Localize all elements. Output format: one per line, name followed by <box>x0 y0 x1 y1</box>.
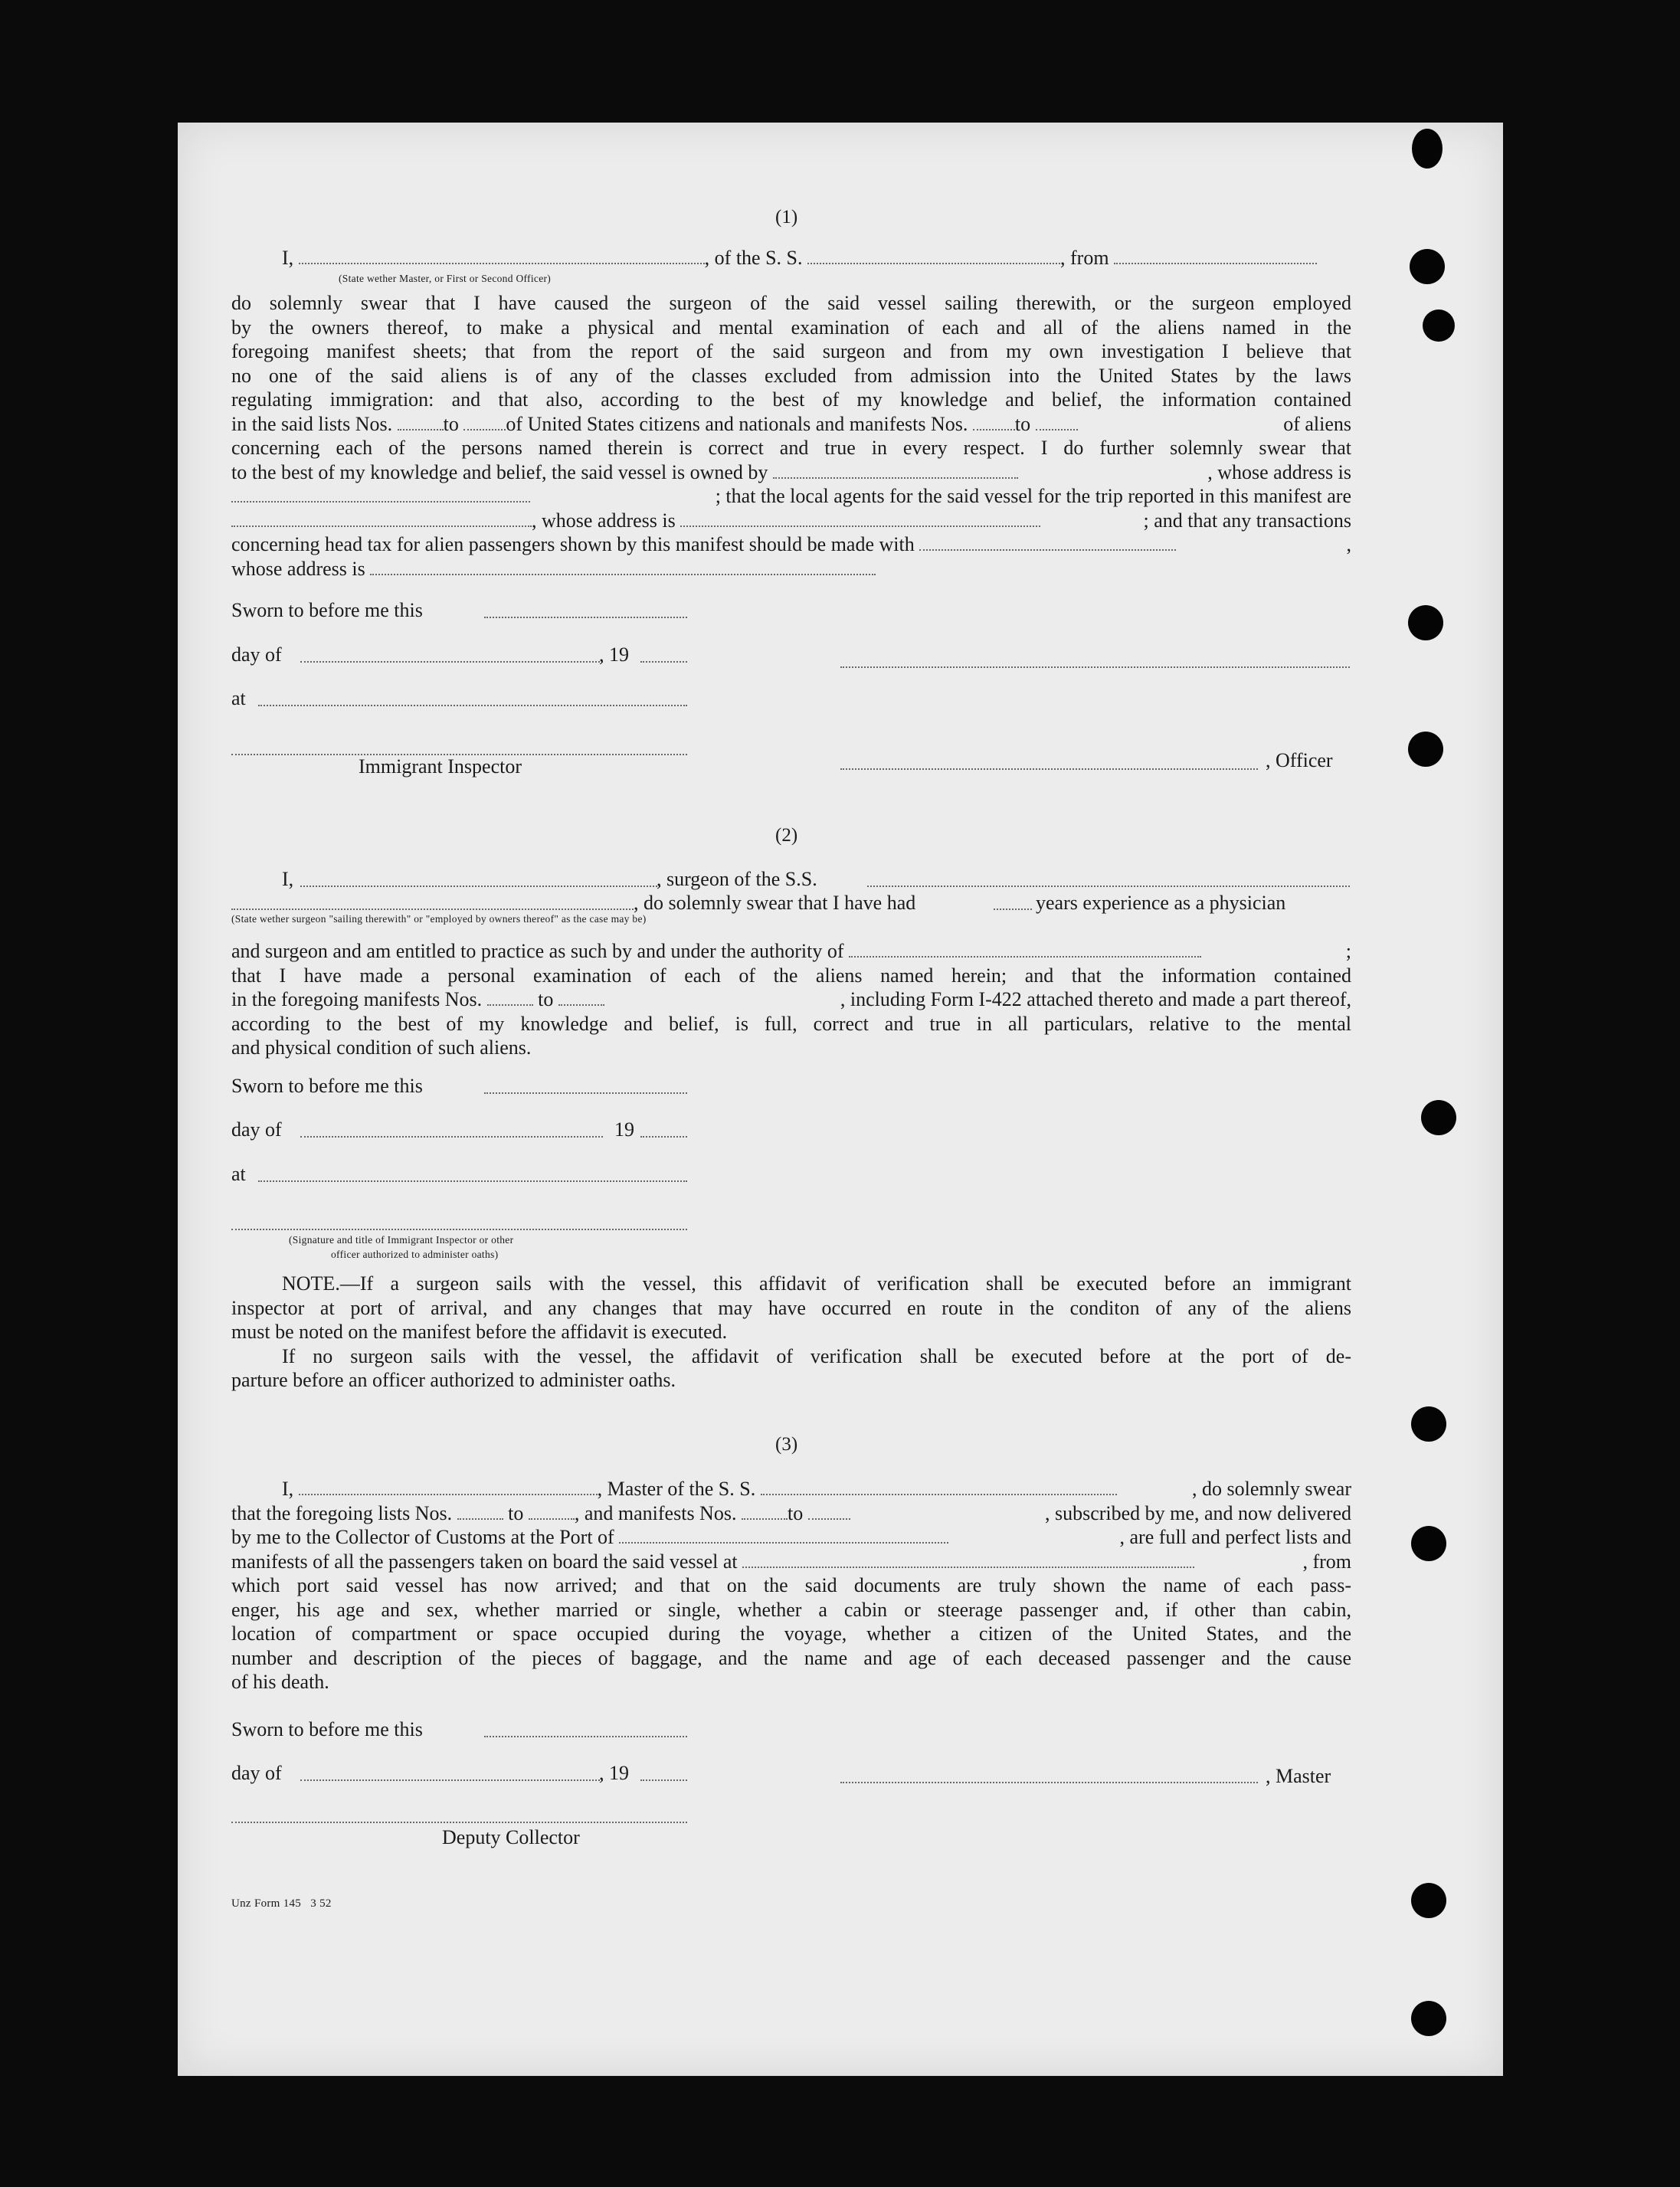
text: whose address is <box>231 557 365 580</box>
blank-field <box>742 1515 788 1520</box>
text: to <box>787 1501 804 1524</box>
binder-hole <box>1408 605 1443 640</box>
text: ; and that any transactions <box>1143 509 1351 532</box>
text-line <box>231 509 1351 533</box>
text: , Master of the S. S. <box>597 1478 756 1500</box>
text-line <box>231 1477 1351 1501</box>
blank-field <box>484 1736 687 1737</box>
blank-field <box>487 1001 533 1006</box>
text-line: must be noted on the manifest before the affidavit is executed. <box>231 1321 728 1343</box>
year-label: 19 <box>614 1118 634 1141</box>
text: to <box>1014 412 1031 435</box>
oath-paragraph <box>231 939 1351 1060</box>
binder-hole <box>1421 1100 1456 1135</box>
text-line: of his death. <box>231 1671 329 1693</box>
sworn-label: Sworn to before me this <box>231 1075 423 1097</box>
blank-field <box>558 1001 604 1006</box>
binder-hole <box>1411 2001 1446 2036</box>
text: I, <box>282 247 294 269</box>
text-line: inspector at port of arrival, and any changes that may have occurred en route in the conditon of any of the aliens <box>231 1296 1351 1319</box>
text: , of the S. S. <box>704 247 803 269</box>
oath-paragraph <box>231 1477 1351 1694</box>
blank-field <box>1036 426 1078 431</box>
binder-hole <box>1423 309 1455 342</box>
document-page <box>178 123 1503 2076</box>
blank-field <box>640 1136 687 1138</box>
text-line: do solemnly swear that I have caused the surgeon of the said vessel sailing therewith, or the surgeon employed <box>231 292 1351 314</box>
text-line <box>231 1525 1351 1550</box>
blank-field <box>258 1180 687 1182</box>
blank-field <box>529 1515 575 1520</box>
blank-field <box>299 1491 598 1495</box>
text-line: no one of the said aliens is of any of the classes excluded from admission into the United States by the laws <box>231 364 1351 387</box>
text: of aliens <box>1283 412 1351 435</box>
section-number: (3) <box>775 1434 798 1455</box>
text: manifests of all the passengers taken on board the said vessel at <box>231 1550 738 1573</box>
text-line: according to the best of my knowledge and belief, is full, correct and true in all particulars, relative to the mental <box>231 1012 1351 1035</box>
field-note: (State wether surgeon "sailing therewith" or "employed by owners thereof" as the case may be) <box>231 913 647 925</box>
blank-field <box>973 426 1015 431</box>
text: and surgeon and am entitled to practice as such by and under the authority of <box>231 940 844 962</box>
form-number: Unz Form 145 3 52 <box>231 1897 332 1910</box>
text-line <box>231 557 1351 581</box>
text: , subscribed by me, and now delivered <box>1044 1501 1351 1524</box>
blank-field <box>231 498 530 503</box>
at-label: at <box>231 1163 246 1185</box>
day-of-label: day of <box>231 643 282 666</box>
text: , from <box>1060 247 1109 269</box>
binder-hole <box>1411 1406 1446 1442</box>
collector-label: Deputy Collector <box>442 1826 580 1848</box>
blank-field <box>370 571 876 575</box>
text-line: foregoing manifest sheets; that from the report of the said surgeon and from my own investigation I believe that <box>231 340 1351 362</box>
text: , <box>1346 533 1351 555</box>
year-label: , 19 <box>599 643 629 666</box>
text-line: enger, his age and sex, whether married or single, whether a cabin or steerage passenger and, if other than cabin, <box>231 1598 1351 1621</box>
blank-field <box>231 522 532 527</box>
text-line: that I have made a personal examination of each of the aliens named herein; and that the information contained <box>231 964 1351 987</box>
blank-field <box>619 1539 948 1544</box>
text-line <box>231 1550 1351 1574</box>
blank-field <box>680 522 1040 527</box>
text: , are full and perfect lists and <box>1119 1526 1351 1548</box>
blank-field <box>231 909 634 910</box>
text: I, <box>282 868 294 890</box>
text: of United States citizens and nationals and manifests Nos. <box>506 412 968 435</box>
text-line: number and description of the pieces of baggage, and the name and age of each deceased passenger and the cause <box>231 1646 1351 1669</box>
signature-field <box>231 1229 687 1230</box>
text-line <box>231 987 1351 1012</box>
officer-label: , Officer <box>1266 749 1333 771</box>
at-label: at <box>231 687 246 709</box>
blank-field <box>484 1092 687 1094</box>
blank-field <box>300 661 603 663</box>
text: to <box>443 412 459 435</box>
text-line <box>231 939 1351 964</box>
blank-field <box>808 1515 850 1520</box>
text-line <box>231 532 1351 557</box>
inspector-label: Immigrant Inspector <box>359 755 522 778</box>
text: that the foregoing lists Nos. <box>231 1501 453 1524</box>
text-line <box>231 412 1351 437</box>
master-label: , Master <box>1266 1765 1331 1787</box>
text-line <box>231 460 1351 485</box>
blank-field <box>742 1563 1194 1568</box>
blank-field <box>300 1779 603 1781</box>
text: in the foregoing manifests Nos. <box>231 988 483 1010</box>
text: to <box>538 988 554 1010</box>
blank-field <box>463 426 506 431</box>
text: years experience as a physician <box>1036 892 1286 914</box>
binder-hole <box>1411 1883 1446 1918</box>
blank-field <box>457 1515 503 1520</box>
text-line: which port said vessel has now arrived; and that on the said documents are truly shown the name of each pass- <box>231 1574 1351 1596</box>
blank-field <box>300 886 660 887</box>
signature-field <box>840 768 1258 770</box>
text: to the best of my knowledge and belief, the said vessel is owned by <box>231 460 768 483</box>
signature-field <box>231 1822 687 1823</box>
text: ; that the local agents for the said vessel for the trip reported in this manifest are <box>715 485 1351 507</box>
blank-field <box>484 617 687 618</box>
binder-hole <box>1410 249 1445 284</box>
signature-note: (Signature and title of Immigrant Inspector or other <box>289 1234 514 1246</box>
section-number: (2) <box>775 825 798 846</box>
text: , do solemnly swear <box>1192 1478 1351 1500</box>
blank-field <box>640 661 687 663</box>
blank-field <box>849 953 1201 958</box>
text-line: If no surgeon sails with the vessel, the affidavit of verification shall be executed before at the port of de- <box>282 1344 1351 1367</box>
text-line: NOTE.—If a surgeon sails with the vessel, this affidavit of verification shall be executed before an immigrant <box>282 1272 1351 1295</box>
blank-field <box>919 546 1176 551</box>
text: concerning head tax for alien passengers shown by this manifest should be made with <box>231 533 915 555</box>
note-paragraph <box>231 1272 1351 1393</box>
text: , including Form I-422 attached thereto and made a part thereof, <box>840 988 1351 1010</box>
binder-hole <box>1408 732 1443 767</box>
binder-hole <box>1412 129 1443 169</box>
text-line <box>231 484 1351 509</box>
text-line: location of compartment or space occupied during the voyage, whether a citizen of the United States, and the <box>231 1622 1351 1645</box>
field-note: (State wether Master, or First or Second Officer) <box>339 273 552 284</box>
text: in the said lists Nos. <box>231 412 393 435</box>
text: ; <box>1345 940 1351 962</box>
text: by me to the Collector of Customs at the Port of <box>231 1526 614 1548</box>
day-of-label: day of <box>231 1762 282 1784</box>
blank-field <box>258 705 687 706</box>
signature-field <box>840 1782 1258 1783</box>
blank-field <box>773 474 1018 479</box>
blank-field <box>640 1779 687 1781</box>
text: , from <box>1302 1550 1351 1573</box>
sworn-label: Sworn to before me this <box>231 599 423 621</box>
section-number: (1) <box>775 207 798 228</box>
text: , whose address is <box>532 509 676 532</box>
year-label: , 19 <box>599 1762 629 1784</box>
blank-field <box>1114 260 1317 264</box>
blank-field <box>398 426 444 431</box>
text-line: parture before an officer authorized to administer oaths. <box>231 1369 676 1391</box>
day-of-label: day of <box>231 1118 282 1141</box>
text-line: concerning each of the persons named therein is correct and true in every respect. I do further solemnly swear that <box>231 437 1351 459</box>
text: to <box>508 1501 524 1524</box>
sworn-label: Sworn to before me this <box>231 1718 423 1740</box>
text: , whose address is <box>1207 460 1351 483</box>
signature-field <box>840 666 1350 668</box>
blank-field <box>994 909 1032 910</box>
oath-line <box>282 247 1351 270</box>
blank-field <box>761 1491 1117 1495</box>
text: , do solemnly swear that I have had <box>634 892 916 914</box>
blank-field <box>300 1136 603 1138</box>
text: I, <box>282 1478 294 1500</box>
text-line: regulating immigration: and that also, according to the best of my knowledge and belief, the information contained <box>231 388 1351 411</box>
text: , and manifests Nos. <box>574 1501 737 1524</box>
signature-note: officer authorized to administer oaths) <box>331 1249 499 1260</box>
blank-field <box>807 260 1060 264</box>
text: , surgeon of the S.S. <box>657 868 817 890</box>
binder-hole <box>1411 1526 1446 1561</box>
oath-paragraph <box>231 291 1351 581</box>
text-line: by the owners thereof, to make a physical and mental examination of each and all of the aliens named in the <box>231 316 1351 339</box>
text-line: and physical condition of such aliens. <box>231 1036 532 1059</box>
blank-field <box>867 886 1350 887</box>
text-line <box>231 1501 1351 1526</box>
blank-field <box>299 260 705 264</box>
